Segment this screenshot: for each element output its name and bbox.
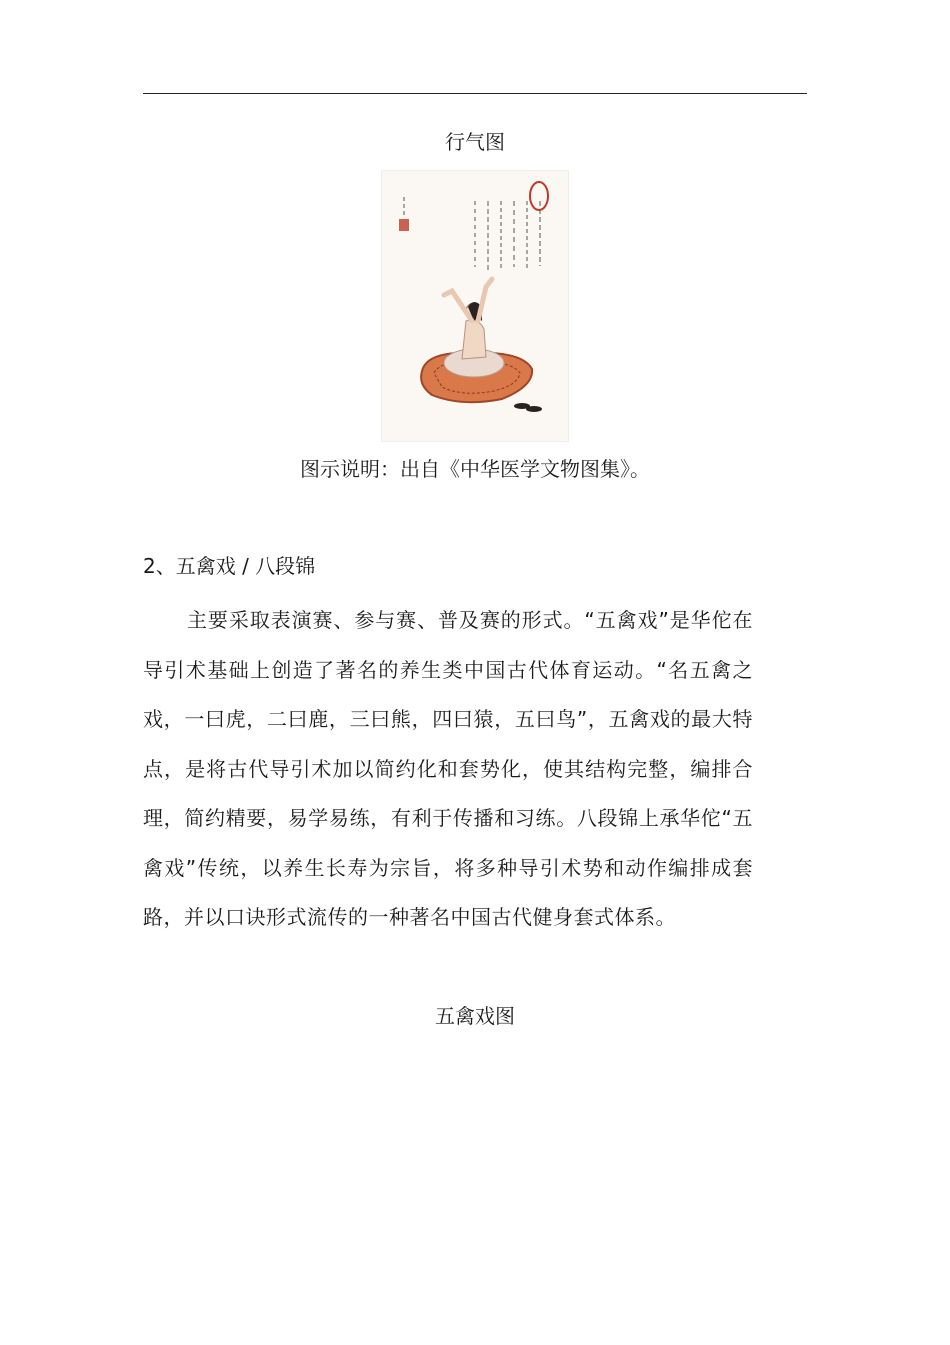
qigong-painting-image xyxy=(381,170,569,442)
figure-title-2: 五禽戏图 xyxy=(435,1004,515,1028)
figure-caption: 图示说明：出自《中华医学文物图集》。 xyxy=(300,457,650,481)
section-heading: 2、五禽戏 / 八段锦 xyxy=(143,554,316,578)
figure-title: 行气图 xyxy=(445,130,505,154)
painting-illustration xyxy=(382,171,568,441)
body-paragraph: 主要采取表演赛、参与赛、普及赛的形式。“五禽戏”是华佗在导引术基础上创造了著名的养生类中国古代体育运动。“名五禽之戏，一曰虎，二曰鹿，三曰熊，四曰猿，五曰鸟”，五禽戏的最大特点，是将古代导引术加以简约化和套势化，使其结构完整，编排合理，简约精要，易学易练，有利于传播和习练。八段锦上承华佗“五禽戏”传统，以养生长寿为宗旨，将多种导引术势和动作编排成套路，并以口诀形式流传的一种著名中国古代健身套式体系。 xyxy=(143,608,753,929)
header-rule xyxy=(143,93,807,94)
